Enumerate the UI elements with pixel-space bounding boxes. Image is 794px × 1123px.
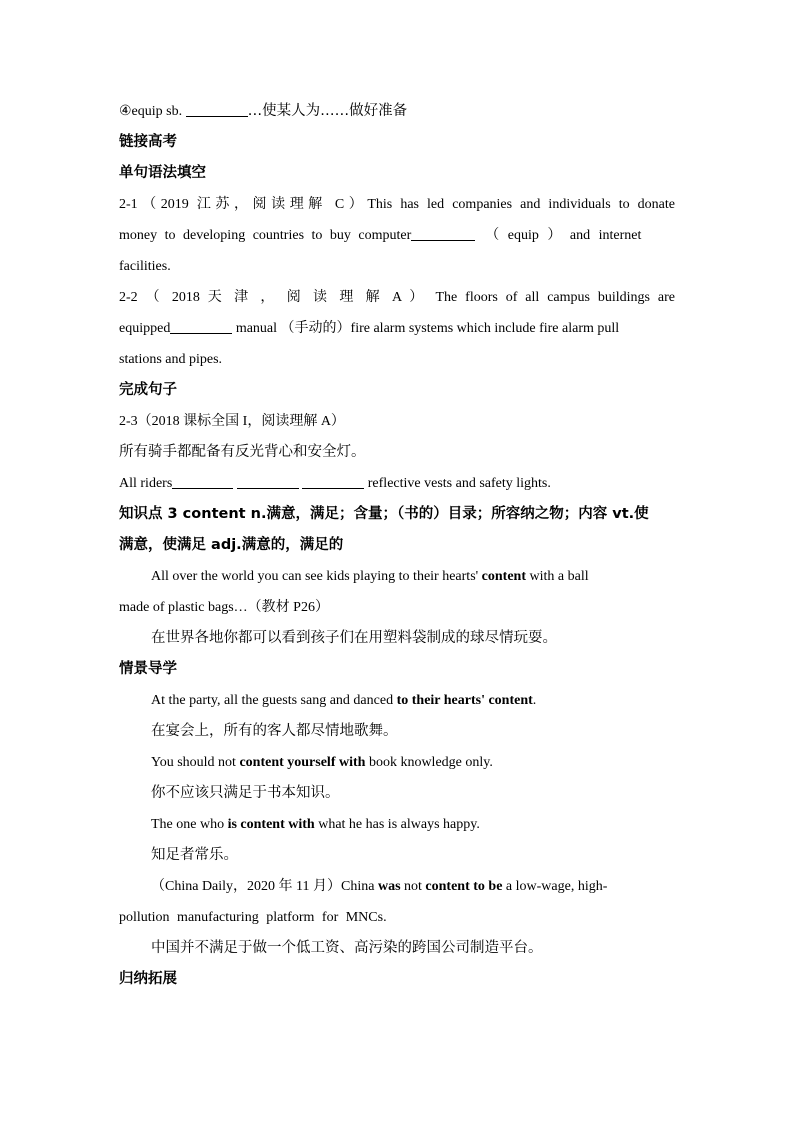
scene-2-post: book knowledge only. (365, 755, 493, 770)
answer-blank[interactable] (302, 474, 364, 489)
scene-1-post: . (532, 693, 537, 708)
scene-4-pre: （China Daily，2020 年 11 月）China (151, 879, 378, 894)
question-2-1-line3: facilities. (119, 259, 171, 274)
question-2-2-line2 (119, 313, 675, 344)
question-2-2-text: equipped (119, 321, 171, 336)
scene-3-keyword: is content with (227, 817, 315, 832)
question-2-1-hint: （ equip ） and internet (485, 228, 642, 243)
answer-blank[interactable] (237, 474, 299, 489)
scene-2-pre: You should not (151, 755, 240, 770)
example-1-line2: made of plastic bags…（教材 P26） (119, 600, 329, 615)
answer-blank[interactable] (170, 319, 232, 334)
scene-4-english-line2: pollution manufacturing platform for MNCs. (119, 910, 387, 925)
question-2-3-line3 (119, 468, 675, 499)
question-2-3-text: All riders (119, 476, 173, 491)
document-page (119, 96, 675, 995)
scene-4-mid: not (400, 879, 426, 894)
knowledge-point-3-line1: 知识点 3 content n.满意，满足；含量；（书的）目录；所容纳之物；内容 vt.使 (119, 506, 649, 522)
equip-phrase-line (119, 96, 675, 127)
section-heading-summary: 归纳拓展 (119, 971, 177, 987)
question-2-2-rest: manual （手动的）fire alarm systems which include fire alarm pull (232, 321, 620, 336)
example-1-chinese: 在世界各地你都可以看到孩子们在用塑料袋制成的球尽情玩耍。 (151, 630, 557, 646)
scene-1-chinese: 在宴会上，所有的客人都尽情地歌舞。 (151, 723, 398, 739)
question-2-1-line2 (119, 220, 675, 251)
question-2-1-text: money to developing countries to buy computer (119, 228, 412, 243)
answer-blank[interactable] (186, 102, 248, 117)
scene-4-chinese: 中国并不满足于做一个低工资、高污染的跨国公司制造平台。 (151, 940, 543, 956)
question-2-2-line3: stations and pipes. (119, 352, 223, 367)
scene-3-chinese: 知足者常乐。 (151, 847, 238, 863)
section-heading-complete: 完成句子 (119, 382, 177, 398)
question-2-1-line1: 2-1（2019 江苏，阅读理解 C）This has led companies and individuals to donate (119, 197, 675, 212)
equip-phrase-prefix: ④equip sb. (119, 104, 186, 119)
example-1-pre: All over the world you can see kids playing to their hearts' (151, 569, 482, 584)
question-2-3-rest: reflective vests and safety lights. (364, 476, 551, 491)
example-1-post: with a ball (526, 569, 589, 584)
scene-4-keyword-content: content to be (425, 879, 503, 894)
scene-1-english (119, 685, 675, 716)
scene-3-english (119, 809, 675, 840)
question-2-3-chinese: 所有骑手都配备有反光背心和安全灯。 (119, 444, 366, 460)
example-1-keyword: content (481, 569, 526, 584)
equip-phrase-meaning: …使某人为……做好准备 (247, 103, 408, 119)
scene-1-keyword: to their hearts' content (396, 693, 533, 708)
scene-2-keyword: content yourself with (239, 755, 366, 770)
scene-4-english-line1 (119, 871, 675, 902)
section-heading-link: 链接高考 (119, 134, 177, 150)
knowledge-point-3-line2: 满意，使满足 adj.满意的，满足的 (119, 537, 344, 553)
section-heading-grammar: 单句语法填空 (119, 165, 206, 181)
scene-4-post: a low-wage, high- (502, 879, 608, 894)
question-2-3-line1: 2-3（2018 课标全国 I，阅读理解 A） (119, 414, 345, 429)
answer-blank[interactable] (172, 474, 233, 489)
answer-blank[interactable] (411, 226, 475, 241)
scene-2-chinese: 你不应该只满足于书本知识。 (151, 785, 340, 801)
scene-3-post: what he has is always happy. (314, 817, 480, 832)
scene-1-pre: At the party, all the guests sang and danced (151, 693, 397, 708)
question-2-2-line1: 2-2 （ 2018 天 津 ， 阅 读 理 解 A ） The floors of all campus buildings are (119, 290, 675, 305)
example-1-line1 (119, 561, 675, 592)
scene-3-pre: The one who (151, 817, 228, 832)
section-heading-scene: 情景导学 (119, 661, 177, 677)
scene-2-english (119, 747, 675, 778)
scene-4-keyword-was: was (377, 879, 401, 894)
